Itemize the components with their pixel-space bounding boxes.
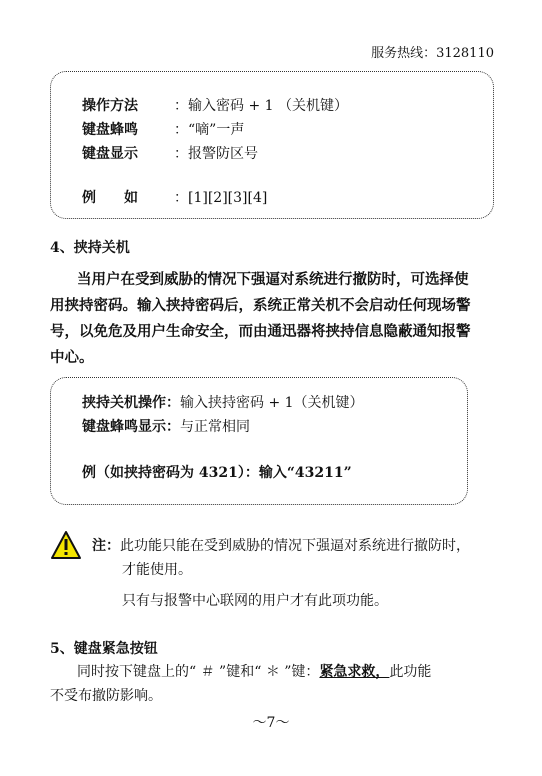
warning-icon bbox=[50, 530, 82, 560]
op-row-display bbox=[82, 143, 258, 163]
row-value: 与正常相同 bbox=[180, 419, 250, 435]
note-line3: 只有与报警中心联网的用户才有此项功能。 bbox=[122, 593, 388, 609]
row-label: 键盘显示 bbox=[82, 146, 138, 162]
note-line1 bbox=[92, 534, 470, 558]
row-label: 挟持关机操作： bbox=[82, 395, 180, 411]
section5-pre: 同时按下键盘上的“ ＃ ”键和“ ＊ ”键： bbox=[77, 664, 320, 680]
row-label: 例 如 bbox=[82, 190, 138, 206]
section4-heading: 4、挟持关机 bbox=[50, 240, 130, 256]
row-value: 输入挟持密码 + 1（关机键） bbox=[180, 395, 364, 411]
section5-post: 此功能 bbox=[389, 664, 432, 680]
row-value: ：报警防区号 bbox=[174, 146, 258, 162]
op-row-beep bbox=[82, 119, 244, 139]
op-row-method bbox=[82, 95, 348, 115]
row-value: ：“嘀”一声 bbox=[174, 122, 245, 138]
section4-line: 中心。 bbox=[50, 349, 94, 366]
hotline: 服务热线：3128110 bbox=[371, 46, 494, 61]
row-label: 操作方法 bbox=[82, 98, 138, 114]
op-row-example bbox=[82, 187, 267, 207]
section5-line1 bbox=[77, 660, 431, 684]
row-value: ：输入密码 + 1 （关机键） bbox=[174, 98, 348, 114]
section5-heading: 5、键盘紧急按钮 bbox=[50, 641, 158, 657]
note-label: 注： bbox=[92, 538, 120, 554]
note-line2: 才能使用。 bbox=[122, 562, 192, 578]
duress-example: 例（如挟持密码为 4321）：输入“43211” bbox=[82, 465, 352, 481]
row-value: ：[1][2][3][4] bbox=[174, 190, 268, 206]
duress-beep-row bbox=[82, 416, 250, 436]
section4-line: 用挟持密码。输入挟持密码后，系统正常关机不会启动任何现场警 bbox=[50, 297, 471, 314]
note-text: 此功能只能在受到威胁的情况下强逼对系统进行撤防时， bbox=[120, 538, 470, 554]
row-label: 键盘蜂鸣 bbox=[82, 122, 138, 138]
section5-line2: 不受布撤防影响。 bbox=[50, 688, 162, 704]
section4-line: 当用户在受到威胁的情况下强逼对系统进行撤防时，可选择使 bbox=[77, 271, 469, 288]
section4-line: 号，以免危及用户生命安全，而由通迅器将挟持信息隐蔽通知报警 bbox=[50, 323, 471, 340]
section5-emphasis: 紧急求救， bbox=[319, 664, 390, 680]
row-label: 键盘蜂鸣显示： bbox=[82, 419, 180, 435]
page-number: ～7～ bbox=[252, 715, 290, 731]
duress-op-row bbox=[82, 392, 364, 412]
